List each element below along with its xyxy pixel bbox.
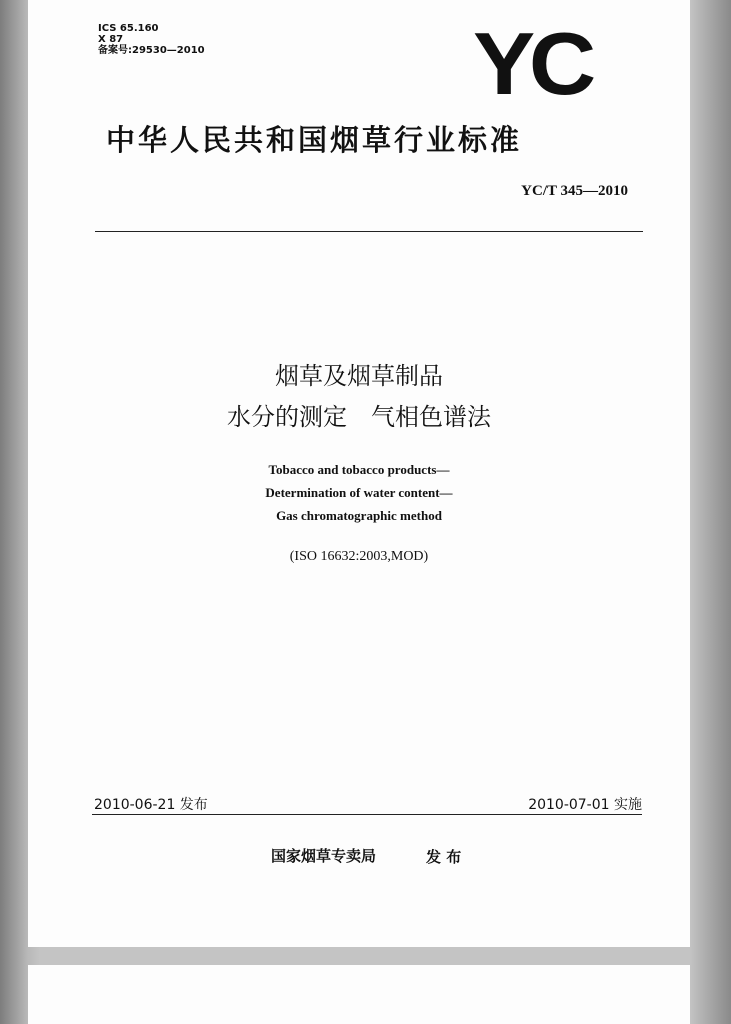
english-title-line-1: Tobacco and tobacco products— bbox=[268, 462, 450, 477]
classification-code: X 87 bbox=[98, 34, 124, 45]
header-divider bbox=[95, 231, 643, 232]
english-title-line-2: Determination of water content— bbox=[265, 485, 453, 500]
publish-date: 2010-06-21 发布 bbox=[94, 797, 208, 813]
iso-reference: (ISO 16632:2003,MOD) bbox=[289, 549, 429, 564]
document-page bbox=[28, 0, 690, 947]
next-page bbox=[28, 965, 690, 1024]
record-number: 备案号:29530—2010 bbox=[98, 45, 205, 56]
implementation-date: 2010-07-01 实施 bbox=[528, 797, 642, 813]
footer-divider bbox=[92, 814, 642, 815]
chinese-title-line-1: 烟草及烟草制品 bbox=[275, 362, 443, 390]
issue-action: 发 布 bbox=[426, 848, 462, 866]
yc-logo: YC bbox=[473, 14, 590, 113]
standard-number: YC/T 345—2010 bbox=[521, 183, 628, 199]
ics-code: ICS 65.160 bbox=[98, 23, 159, 34]
english-title-line-3: Gas chromatographic method bbox=[276, 508, 442, 523]
industry-standard-title: 中华人民共和国烟草行业标准 bbox=[106, 123, 523, 157]
chinese-title-line-2: 水分的测定 气相色谱法 bbox=[227, 403, 491, 431]
issuing-authority: 国家烟草专卖局 bbox=[271, 847, 377, 865]
